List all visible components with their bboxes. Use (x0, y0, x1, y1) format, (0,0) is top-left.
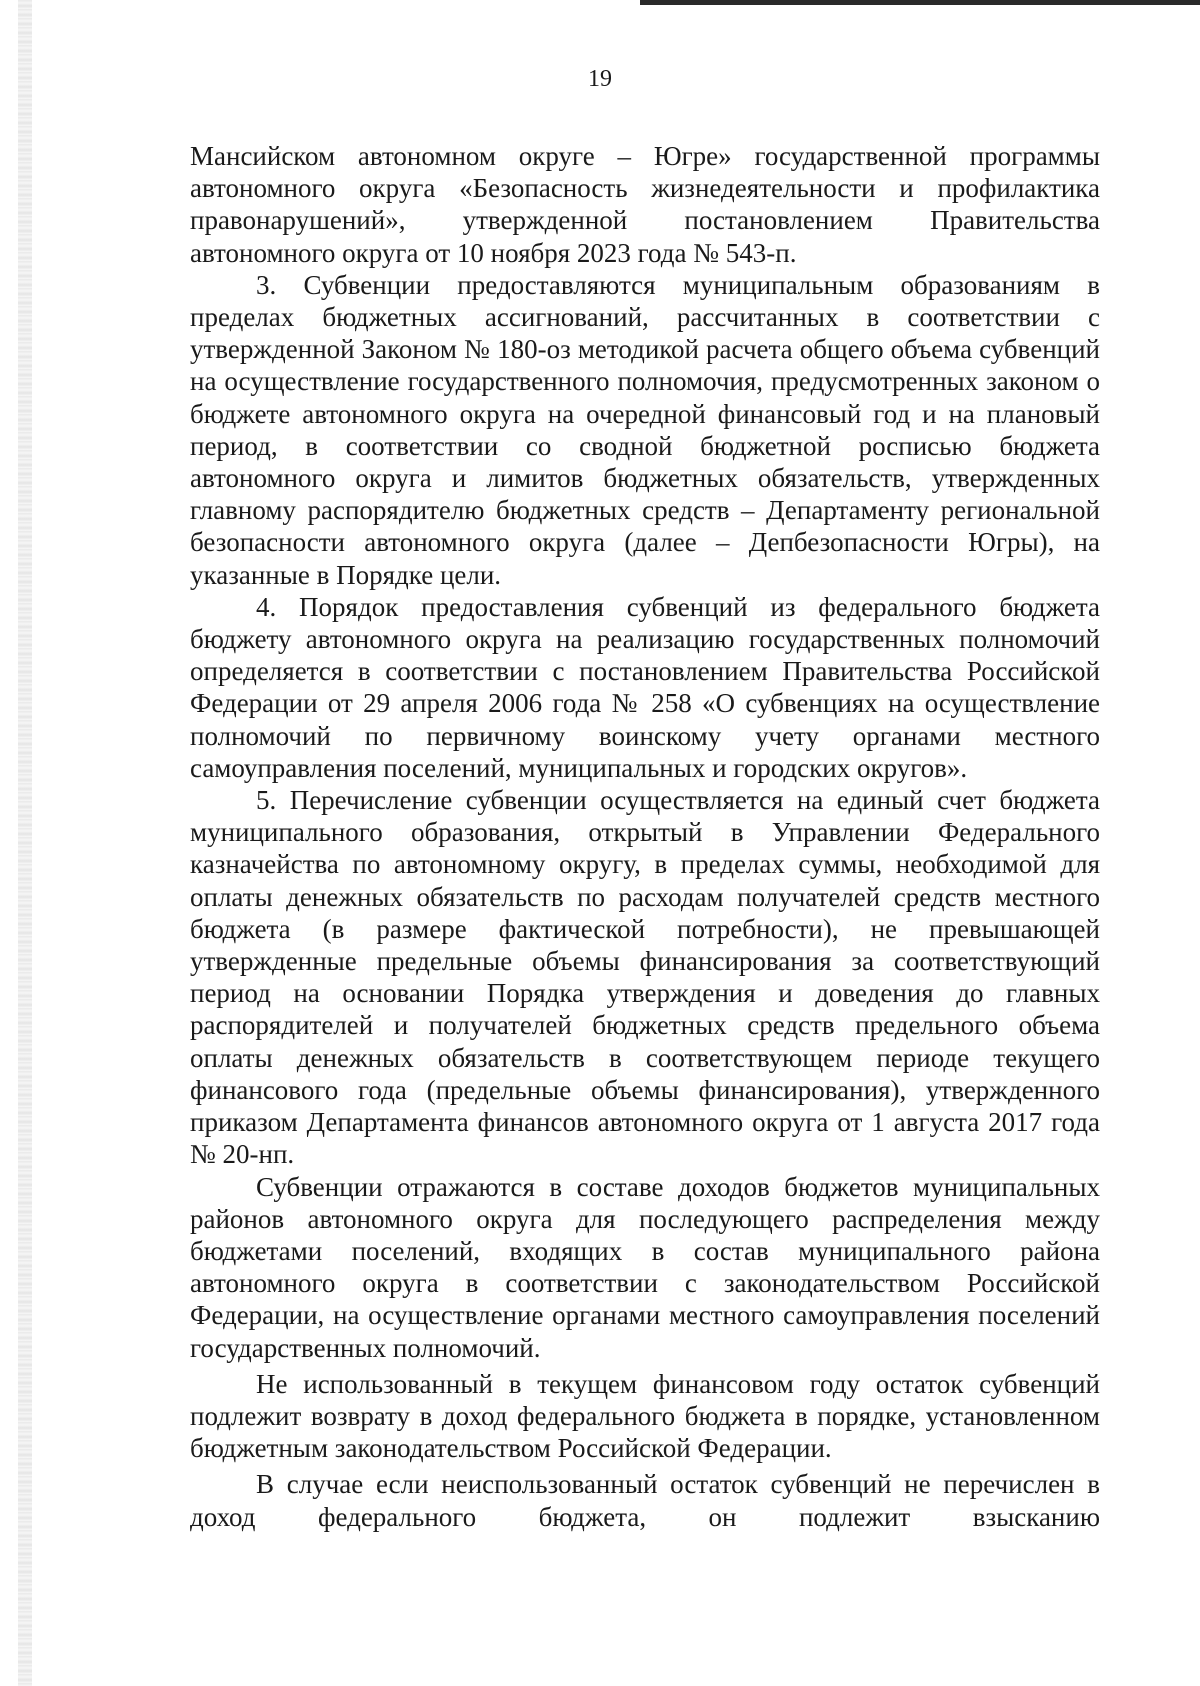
paragraph-item-3: 3. Субвенции предоставляются муниципальным образованиям в пределах бюджетных ассигнований, рассчитанных в соответствии с утвержденной Законом № 180-оз методикой расчета общего объема субвенций на осуществление государственного полномочия, предусмотренных законом о бюджете автономного округа на очередной финансовый год и на плановый период, в соответствии со сводной бюджетной росписью бюджета автономного округа и лимитов бюджетных обязательств, утвержденных главному распорядителю бюджетных средств – Департаменту региональной безопасности автономного округа (далее – Депбезопасности Югры), на указанные в Порядке цели. (190, 269, 1100, 590)
paragraph-item-4: 4. Порядок предоставления субвенций из федерального бюджета бюджету автономного округа на реализацию государственных полномочий определяется в соответствии с постановлением Правительства Российской Федерации от 29 апреля 2006 года № 258 «О субвенциях на осуществление полномочий по первичному воинскому учету органами местного самоуправления поселений, муниципальных и городских округов». (190, 591, 1100, 783)
paragraph-continuation: Мансийском автономном округе – Югре» государственной программы автономного округа «Безопасность жизнедеятельности и профилактика правонарушений», утвержденной постановлением Правительства автономного округа от 10 ноября 2023 года № 543-п. (190, 141, 1100, 268)
paragraph-item-5: 5. Перечисление субвенции осуществляется на единый счет бюджета муниципального образования, открытый в Управлении Федерального казначейства по автономному округу, в пределах суммы, необходимой для оплаты денежных обязательств по расходам получателей средств местного бюджета (в размере фактической потребности), не превышающей утвержденные предельные объемы финансирования за соответствующий период на основании Порядка утверждения и доведения до главных распорядителей и получателей бюджетных средств предельного объема оплаты денежных обязательств в соответствующем периоде текущего финансового года (предельные объемы финансирования), утвержденного приказом Департамента финансов автономного округа от 1 августа 2017 года № 20-нп. (190, 785, 1100, 1170)
page-number: 19 (588, 66, 612, 92)
scan-edge-artifact (18, 0, 32, 1686)
top-rule (640, 0, 1200, 5)
paragraph-subventions-income: Субвенции отражаются в составе доходов бюджетов муниципальных районов автономного округа для последующего распределения между бюджетами поселений, входящих в состав муниципального района автономного округа в соответствии с законодательством Российской Федерации, на осуществление органами местного самоуправления поселений государственных полномочий. (190, 1171, 1100, 1363)
paragraph-recovery: В случае если неиспользованный остаток субвенций не перечислен в доход федерального бюджета, он подлежит взысканию (190, 1469, 1100, 1532)
document-body (190, 140, 1100, 1533)
paragraph-unused-balance: Не использованный в текущем финансовом году остаток субвенций подлежит возврату в доход федерального бюджета в порядке, установленном бюджетным законодательством Российской Федерации. (190, 1368, 1100, 1464)
